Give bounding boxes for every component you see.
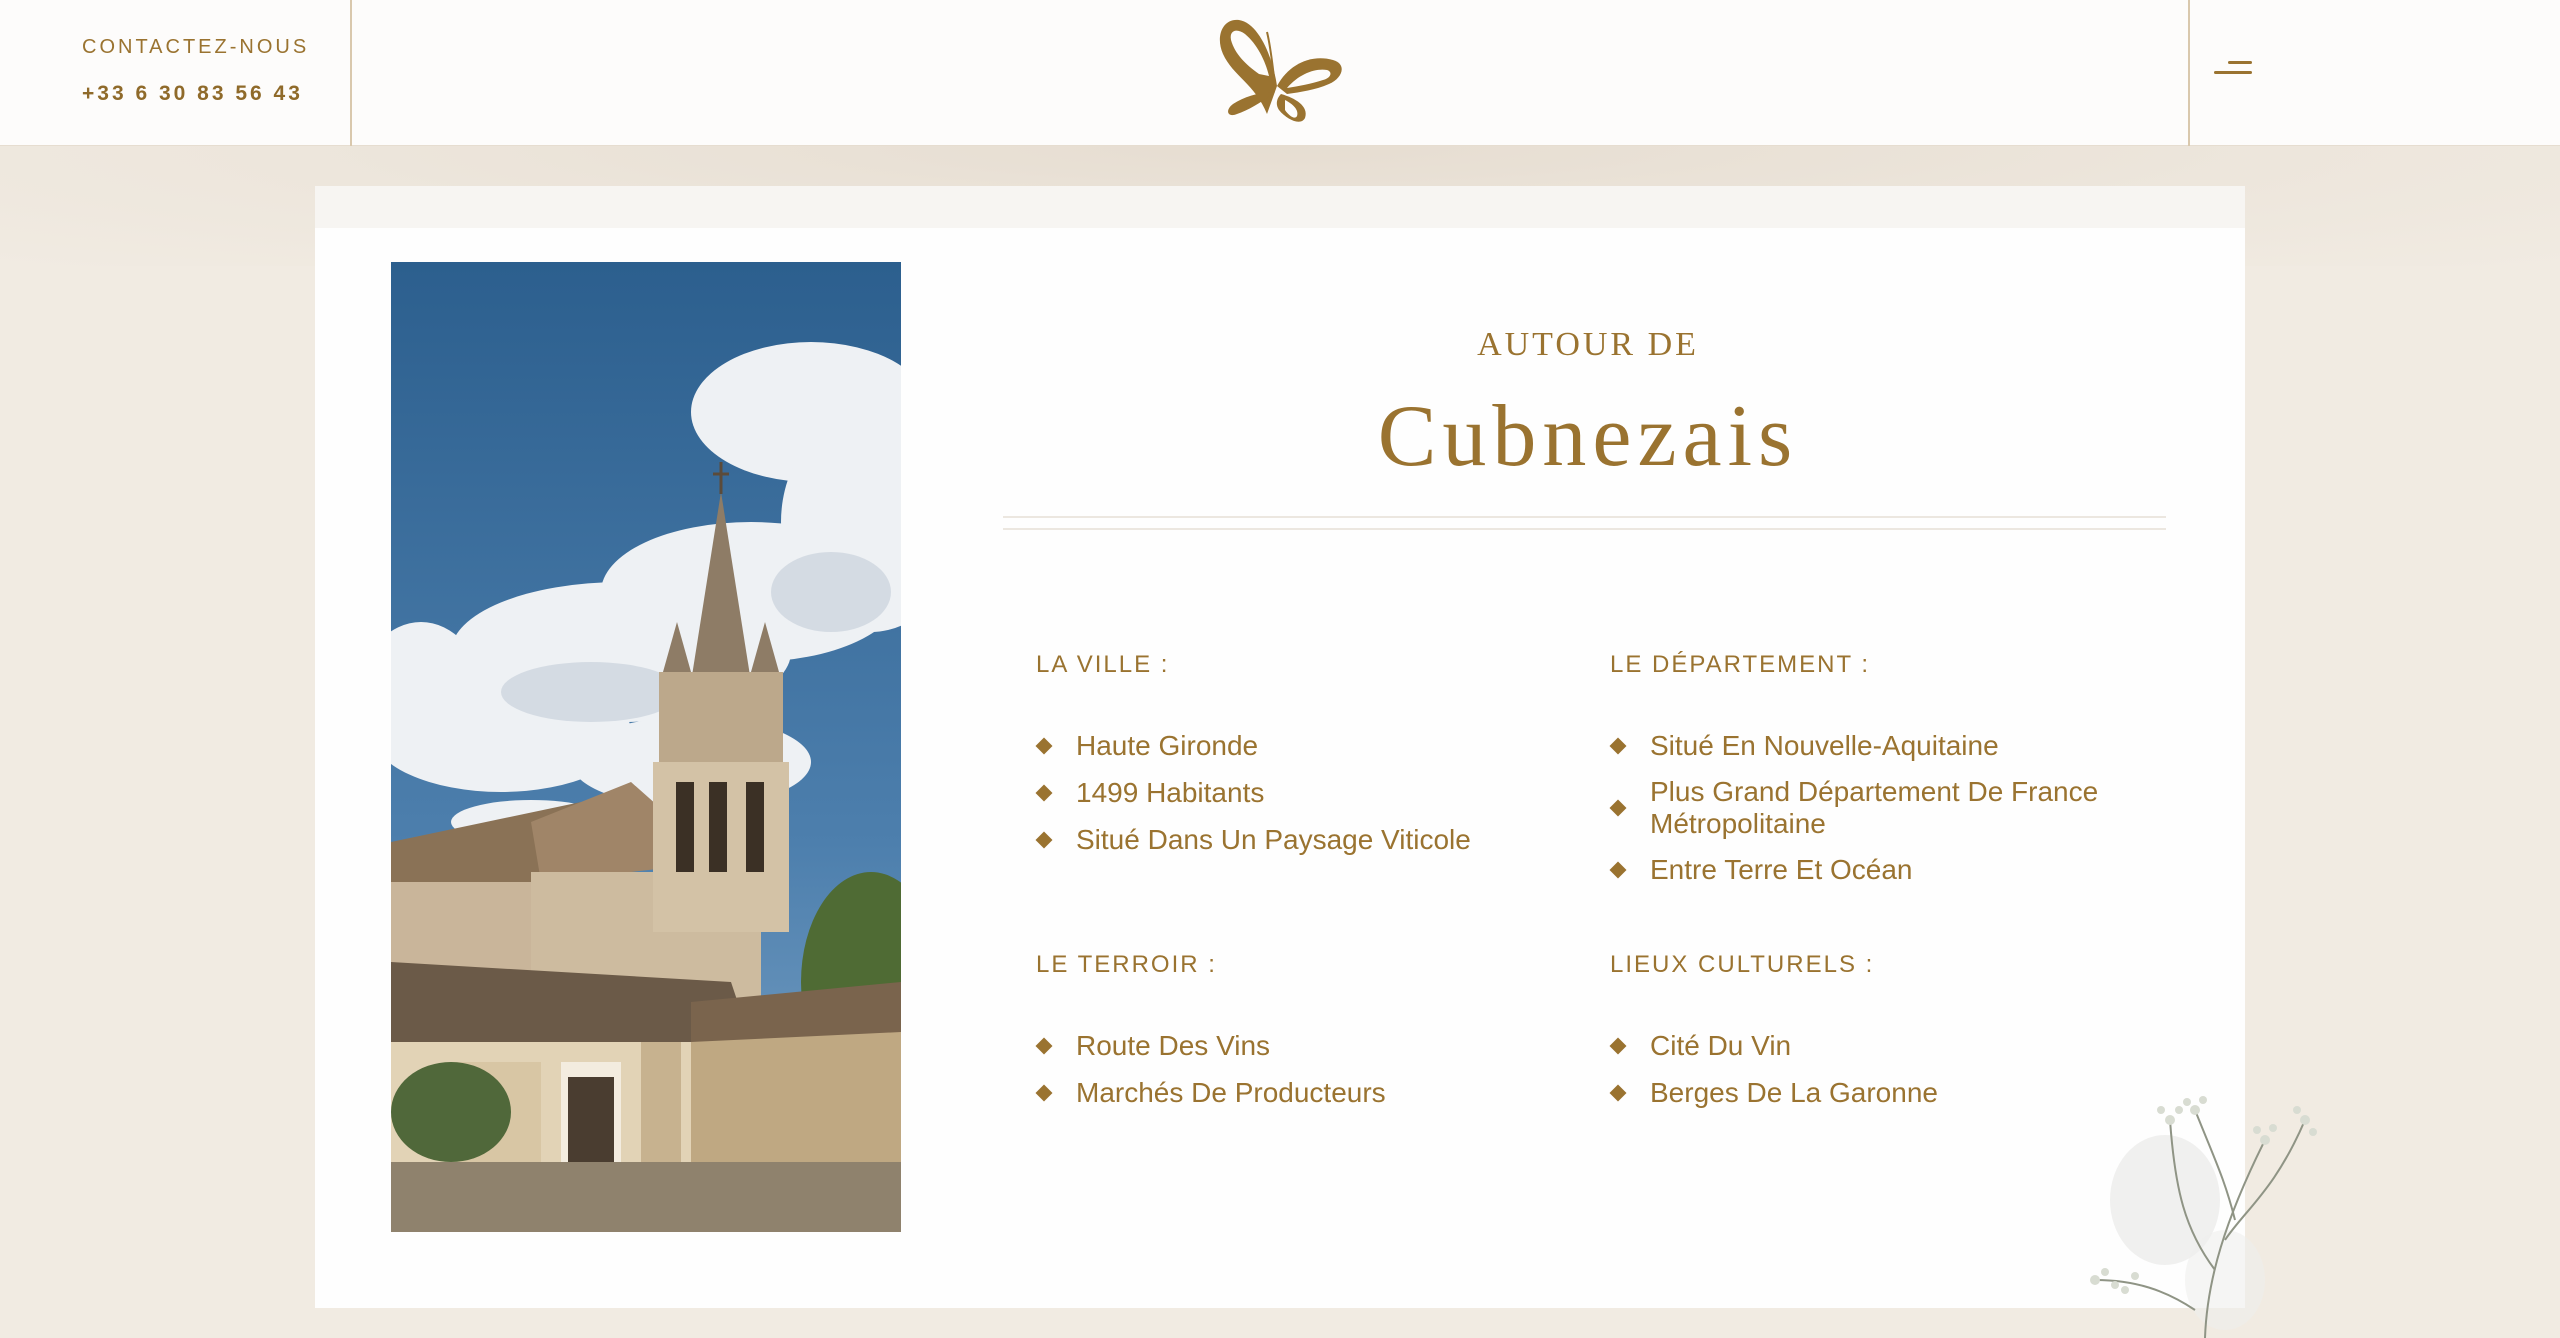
decorative-flowers (2075, 1080, 2335, 1338)
list-item-label: Haute Gironde (1076, 730, 1259, 761)
section-eyebrow: AUTOUR DE (1477, 326, 1699, 363)
list-item (1610, 729, 2150, 763)
diamond-bullet-icon (1610, 862, 1627, 879)
hamburger-menu-icon[interactable] (2210, 55, 2260, 85)
diamond-bullet-icon (1036, 1038, 1053, 1055)
contact-label[interactable]: CONTACTEZ-NOUS (82, 36, 310, 58)
list-item (1036, 776, 1596, 810)
site-header (0, 0, 2560, 146)
list-item (1610, 853, 2150, 887)
section-heading: LE TERROIR : (1036, 951, 1217, 978)
contact-phone[interactable]: +33 6 30 83 56 43 (82, 82, 303, 105)
diamond-bullet-icon (1036, 738, 1053, 755)
page-title: Cubnezais (1377, 388, 1799, 485)
section-le-departement (1610, 651, 2150, 900)
diamond-bullet-icon (1036, 1085, 1053, 1102)
list-item-label: Entre Terre Et Océan (1650, 854, 1913, 885)
list-item (1036, 1029, 1596, 1063)
section-list (1610, 729, 2150, 887)
list-item-label: Route Des Vins (1076, 1030, 1271, 1061)
list-item (1610, 1029, 2170, 1063)
content-card (315, 186, 2245, 1308)
section-le-terroir (1036, 951, 1596, 1123)
diamond-bullet-icon (1610, 738, 1627, 755)
title-divider-secondary (1003, 528, 2166, 530)
diamond-bullet-icon (1036, 785, 1053, 802)
butterfly-logo-icon[interactable] (1215, 14, 1345, 126)
diamond-bullet-icon (1036, 832, 1053, 849)
diamond-bullet-icon (1610, 1085, 1627, 1102)
title-divider (1003, 516, 2166, 518)
list-item-label: Situé Dans Un Paysage Viticole (1076, 824, 1471, 855)
section-la-ville (1036, 651, 1596, 870)
list-item-label: 1499 Habitants (1076, 777, 1265, 808)
list-item-label: Berges De La Garonne (1650, 1077, 1938, 1108)
contact-block[interactable] (0, 0, 352, 146)
list-item (1610, 776, 2150, 840)
section-heading: LE DÉPARTEMENT : (1610, 651, 1871, 678)
section-heading: LA VILLE : (1036, 651, 1170, 678)
section-list (1036, 729, 1596, 857)
list-item-label: Marchés De Producteurs (1076, 1077, 1386, 1108)
section-list (1036, 1029, 1596, 1110)
diamond-bullet-icon (1610, 1038, 1627, 1055)
list-item-label: Situé En Nouvelle-Aquitaine (1650, 730, 1999, 761)
list-item (1036, 729, 1596, 763)
list-item-label: Plus Grand Département De France Métropolitaine (1650, 776, 2099, 839)
list-item (1036, 823, 1596, 857)
header-divider (2188, 0, 2190, 146)
section-heading: LIEUX CULTURELS : (1610, 951, 1875, 978)
list-item-label: Cité Du Vin (1650, 1030, 1792, 1061)
card-top-strip (315, 186, 2245, 228)
diamond-bullet-icon (1610, 800, 1627, 817)
list-item (1036, 1076, 1596, 1110)
church-photo (391, 262, 901, 1232)
